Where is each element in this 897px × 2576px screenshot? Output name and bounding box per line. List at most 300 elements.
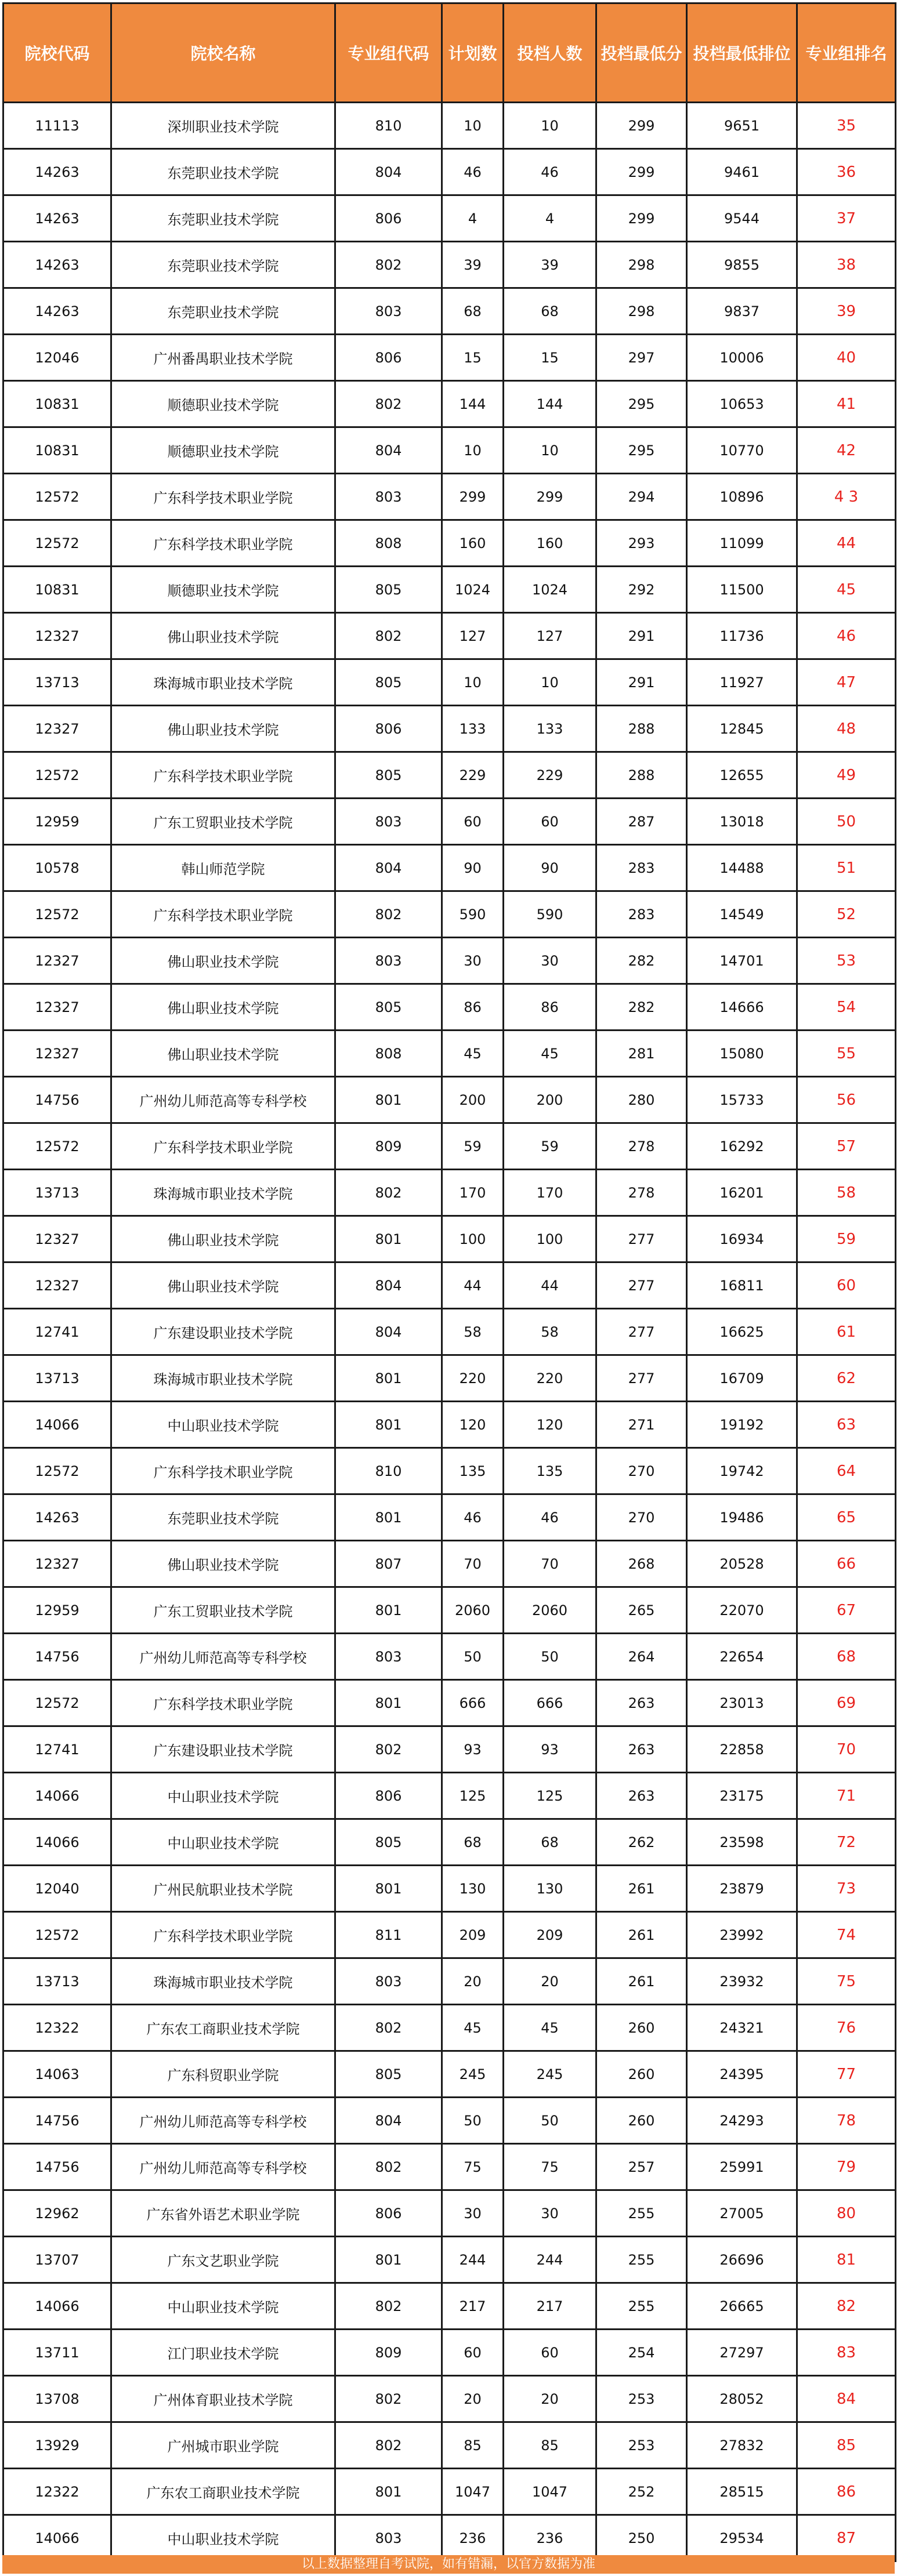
cell-school-name: 广州幼儿师范高等专科学校 <box>111 2144 335 2190</box>
cell-min-rank: 26665 <box>687 2283 797 2330</box>
cell-min-rank: 15733 <box>687 1077 797 1123</box>
cell-group-ranking: 71 <box>797 1773 896 1819</box>
cell-major-group-code: 806 <box>335 706 442 752</box>
cell-min-score: 277 <box>596 1355 687 1402</box>
admission-score-table <box>2 2 896 2562</box>
cell-plan-count: 45 <box>442 1031 504 1077</box>
cell-school-name: 中山职业技术学院 <box>111 2283 335 2330</box>
table-row <box>3 1448 896 1494</box>
cell-admitted-count: 245 <box>504 2051 596 2098</box>
header-school-code: 院校代码 <box>3 3 111 103</box>
table-row <box>3 2098 896 2144</box>
cell-min-rank: 12655 <box>687 752 797 799</box>
cell-admitted-count: 10 <box>504 103 596 149</box>
cell-min-score: 280 <box>596 1077 687 1123</box>
cell-major-group-code: 802 <box>335 2283 442 2330</box>
cell-group-ranking: 61 <box>797 1309 896 1355</box>
cell-group-ranking: 81 <box>797 2237 896 2283</box>
cell-school-code: 10831 <box>3 427 111 474</box>
cell-major-group-code: 801 <box>335 1680 442 1726</box>
cell-min-rank: 9855 <box>687 242 797 288</box>
cell-group-ranking: 67 <box>797 1587 896 1634</box>
cell-group-ranking: 36 <box>797 149 896 195</box>
cell-school-code: 12322 <box>3 2005 111 2051</box>
cell-plan-count: 75 <box>442 2144 504 2190</box>
cell-school-code: 14263 <box>3 149 111 195</box>
cell-min-rank: 23879 <box>687 1866 797 1912</box>
cell-school-code: 12572 <box>3 1123 111 1170</box>
cell-min-rank: 29534 <box>687 2515 797 2562</box>
cell-min-score: 277 <box>596 1262 687 1309</box>
cell-plan-count: 133 <box>442 706 504 752</box>
cell-min-rank: 14549 <box>687 891 797 938</box>
cell-min-score: 260 <box>596 2098 687 2144</box>
cell-school-name: 佛山职业技术学院 <box>111 1031 335 1077</box>
cell-school-code: 12327 <box>3 938 111 984</box>
cell-group-ranking: 86 <box>797 2469 896 2515</box>
header-major-group-code: 专业组代码 <box>335 3 442 103</box>
cell-school-code: 12322 <box>3 2469 111 2515</box>
cell-min-rank: 9461 <box>687 149 797 195</box>
cell-group-ranking: 45 <box>797 567 896 613</box>
cell-school-name: 广东科贸职业学院 <box>111 2051 335 2098</box>
cell-group-ranking: 42 <box>797 427 896 474</box>
cell-school-name: 广东农工商职业技术学院 <box>111 2469 335 2515</box>
cell-group-ranking: 60 <box>797 1262 896 1309</box>
cell-group-ranking: 74 <box>797 1912 896 1958</box>
cell-admitted-count: 229 <box>504 752 596 799</box>
cell-major-group-code: 806 <box>335 1773 442 1819</box>
cell-min-score: 260 <box>596 2005 687 2051</box>
cell-plan-count: 236 <box>442 2515 504 2562</box>
cell-school-name: 广州体育职业技术学院 <box>111 2376 335 2422</box>
cell-min-rank: 22858 <box>687 1726 797 1773</box>
cell-min-score: 293 <box>596 520 687 567</box>
cell-min-rank: 16625 <box>687 1309 797 1355</box>
cell-min-score: 291 <box>596 613 687 659</box>
cell-major-group-code: 803 <box>335 288 442 335</box>
cell-plan-count: 45 <box>442 2005 504 2051</box>
cell-min-rank: 23932 <box>687 1958 797 2005</box>
cell-school-code: 12327 <box>3 706 111 752</box>
cell-group-ranking: 55 <box>797 1031 896 1077</box>
cell-min-score: 295 <box>596 381 687 427</box>
table-row <box>3 1819 896 1866</box>
cell-min-rank: 16709 <box>687 1355 797 1402</box>
cell-min-score: 288 <box>596 706 687 752</box>
table-row <box>3 1216 896 1262</box>
cell-school-name: 广州幼儿师范高等专科学校 <box>111 1077 335 1123</box>
cell-admitted-count: 160 <box>504 520 596 567</box>
cell-school-name: 佛山职业技术学院 <box>111 613 335 659</box>
table-row <box>3 1494 896 1541</box>
cell-group-ranking: 82 <box>797 2283 896 2330</box>
cell-min-rank: 9651 <box>687 103 797 149</box>
cell-school-code: 12741 <box>3 1309 111 1355</box>
cell-school-code: 12572 <box>3 1912 111 1958</box>
cell-school-name: 广东文艺职业学院 <box>111 2237 335 2283</box>
cell-min-rank: 10896 <box>687 474 797 520</box>
cell-major-group-code: 807 <box>335 1541 442 1587</box>
cell-admitted-count: 135 <box>504 1448 596 1494</box>
cell-admitted-count: 50 <box>504 1634 596 1680</box>
cell-group-ranking: 72 <box>797 1819 896 1866</box>
cell-school-name: 广东科学技术职业学院 <box>111 520 335 567</box>
cell-major-group-code: 802 <box>335 2144 442 2190</box>
cell-school-code: 13711 <box>3 2330 111 2376</box>
cell-school-name: 佛山职业技术学院 <box>111 1262 335 1309</box>
cell-plan-count: 10 <box>442 427 504 474</box>
cell-school-code: 14066 <box>3 1773 111 1819</box>
cell-major-group-code: 804 <box>335 149 442 195</box>
cell-min-score: 264 <box>596 1634 687 1680</box>
cell-group-ranking: 77 <box>797 2051 896 2098</box>
table-row <box>3 1912 896 1958</box>
table-row <box>3 474 896 520</box>
table-row <box>3 103 896 149</box>
cell-plan-count: 68 <box>442 288 504 335</box>
cell-school-name: 东莞职业技术学院 <box>111 242 335 288</box>
cell-min-score: 278 <box>596 1123 687 1170</box>
table-row <box>3 2051 896 2098</box>
cell-school-code: 13707 <box>3 2237 111 2283</box>
cell-min-score: 255 <box>596 2283 687 2330</box>
cell-plan-count: 59 <box>442 1123 504 1170</box>
cell-major-group-code: 805 <box>335 984 442 1031</box>
cell-min-score: 288 <box>596 752 687 799</box>
table-row <box>3 752 896 799</box>
cell-plan-count: 50 <box>442 1634 504 1680</box>
cell-school-code: 13713 <box>3 1958 111 2005</box>
table-row <box>3 1262 896 1309</box>
cell-school-name: 东莞职业技术学院 <box>111 149 335 195</box>
cell-min-score: 291 <box>596 659 687 706</box>
header-min-score: 投档最低分 <box>596 3 687 103</box>
cell-admitted-count: 236 <box>504 2515 596 2562</box>
cell-min-score: 278 <box>596 1170 687 1216</box>
cell-group-ranking: 50 <box>797 799 896 845</box>
cell-plan-count: 70 <box>442 1541 504 1587</box>
cell-plan-count: 60 <box>442 2330 504 2376</box>
cell-min-rank: 19742 <box>687 1448 797 1494</box>
cell-school-code: 13929 <box>3 2422 111 2469</box>
cell-group-ranking: 59 <box>797 1216 896 1262</box>
cell-major-group-code: 805 <box>335 1819 442 1866</box>
table-row <box>3 381 896 427</box>
cell-school-name: 广东科学技术职业学院 <box>111 1448 335 1494</box>
cell-major-group-code: 802 <box>335 891 442 938</box>
cell-school-code: 12741 <box>3 1726 111 1773</box>
cell-admitted-count: 130 <box>504 1866 596 1912</box>
cell-plan-count: 590 <box>442 891 504 938</box>
cell-admitted-count: 200 <box>504 1077 596 1123</box>
table-header-row <box>3 3 896 103</box>
cell-admitted-count: 217 <box>504 2283 596 2330</box>
cell-min-score: 268 <box>596 1541 687 1587</box>
table-row <box>3 891 896 938</box>
cell-major-group-code: 809 <box>335 1123 442 1170</box>
cell-major-group-code: 804 <box>335 1262 442 1309</box>
cell-school-code: 14263 <box>3 288 111 335</box>
cell-school-name: 广东工贸职业技术学院 <box>111 1587 335 1634</box>
cell-group-ranking: 62 <box>797 1355 896 1402</box>
cell-plan-count: 90 <box>442 845 504 891</box>
table-row <box>3 1958 896 2005</box>
cell-school-code: 14063 <box>3 2051 111 2098</box>
cell-school-code: 12572 <box>3 1448 111 1494</box>
cell-school-code: 12959 <box>3 799 111 845</box>
cell-admitted-count: 86 <box>504 984 596 1031</box>
cell-group-ranking: 58 <box>797 1170 896 1216</box>
table-row <box>3 2237 896 2283</box>
cell-major-group-code: 808 <box>335 1031 442 1077</box>
cell-school-code: 13713 <box>3 1170 111 1216</box>
cell-admitted-count: 44 <box>504 1262 596 1309</box>
cell-school-name: 广东科学技术职业学院 <box>111 1680 335 1726</box>
cell-plan-count: 4 <box>442 195 504 242</box>
cell-school-code: 12327 <box>3 984 111 1031</box>
cell-school-code: 14066 <box>3 2283 111 2330</box>
cell-group-ranking: 83 <box>797 2330 896 2376</box>
cell-admitted-count: 1024 <box>504 567 596 613</box>
cell-plan-count: 10 <box>442 103 504 149</box>
cell-school-code: 11113 <box>3 103 111 149</box>
cell-plan-count: 229 <box>442 752 504 799</box>
cell-admitted-count: 299 <box>504 474 596 520</box>
cell-school-name: 珠海城市职业技术学院 <box>111 1958 335 2005</box>
cell-admitted-count: 209 <box>504 1912 596 1958</box>
cell-plan-count: 135 <box>442 1448 504 1494</box>
cell-min-score: 263 <box>596 1680 687 1726</box>
cell-group-ranking: 51 <box>797 845 896 891</box>
cell-group-ranking: 39 <box>797 288 896 335</box>
cell-min-score: 287 <box>596 799 687 845</box>
table-row <box>3 2376 896 2422</box>
cell-major-group-code: 802 <box>335 1170 442 1216</box>
cell-school-name: 中山职业技术学院 <box>111 2515 335 2562</box>
cell-school-name: 广州幼儿师范高等专科学校 <box>111 1634 335 1680</box>
cell-min-score: 257 <box>596 2144 687 2190</box>
cell-admitted-count: 4 <box>504 195 596 242</box>
cell-group-ranking: 76 <box>797 2005 896 2051</box>
cell-admitted-count: 20 <box>504 1958 596 2005</box>
cell-group-ranking: 78 <box>797 2098 896 2144</box>
cell-min-score: 253 <box>596 2376 687 2422</box>
cell-min-score: 270 <box>596 1448 687 1494</box>
cell-admitted-count: 45 <box>504 2005 596 2051</box>
cell-group-ranking: 4 3 <box>797 474 896 520</box>
cell-school-code: 12046 <box>3 335 111 381</box>
cell-major-group-code: 804 <box>335 2098 442 2144</box>
cell-min-rank: 24395 <box>687 2051 797 2098</box>
cell-major-group-code: 804 <box>335 1309 442 1355</box>
cell-min-rank: 19486 <box>687 1494 797 1541</box>
cell-plan-count: 10 <box>442 659 504 706</box>
cell-min-rank: 11927 <box>687 659 797 706</box>
cell-school-name: 东莞职业技术学院 <box>111 1494 335 1541</box>
cell-school-name: 佛山职业技术学院 <box>111 938 335 984</box>
cell-plan-count: 244 <box>442 2237 504 2283</box>
cell-plan-count: 120 <box>442 1402 504 1448</box>
cell-school-code: 12959 <box>3 1587 111 1634</box>
cell-group-ranking: 85 <box>797 2422 896 2469</box>
cell-min-score: 270 <box>596 1494 687 1541</box>
table-row <box>3 2469 896 2515</box>
cell-plan-count: 20 <box>442 1958 504 2005</box>
cell-plan-count: 200 <box>442 1077 504 1123</box>
cell-group-ranking: 64 <box>797 1448 896 1494</box>
cell-major-group-code: 803 <box>335 474 442 520</box>
cell-school-code: 14756 <box>3 1077 111 1123</box>
cell-school-name: 佛山职业技术学院 <box>111 1541 335 1587</box>
cell-admitted-count: 590 <box>504 891 596 938</box>
cell-school-code: 14066 <box>3 2515 111 2562</box>
cell-min-score: 250 <box>596 2515 687 2562</box>
cell-school-name: 广东科学技术职业学院 <box>111 891 335 938</box>
table-row <box>3 567 896 613</box>
cell-min-rank: 27005 <box>687 2190 797 2237</box>
cell-min-score: 297 <box>596 335 687 381</box>
cell-school-code: 14756 <box>3 1634 111 1680</box>
cell-group-ranking: 69 <box>797 1680 896 1726</box>
cell-major-group-code: 802 <box>335 381 442 427</box>
table-row <box>3 659 896 706</box>
table-row <box>3 2330 896 2376</box>
cell-school-name: 韩山师范学院 <box>111 845 335 891</box>
cell-min-rank: 16292 <box>687 1123 797 1170</box>
cell-admitted-count: 120 <box>504 1402 596 1448</box>
cell-admitted-count: 1047 <box>504 2469 596 2515</box>
cell-min-score: 283 <box>596 891 687 938</box>
cell-admitted-count: 127 <box>504 613 596 659</box>
cell-admitted-count: 10 <box>504 659 596 706</box>
table-row <box>3 938 896 984</box>
table-row <box>3 1773 896 1819</box>
cell-major-group-code: 805 <box>335 659 442 706</box>
cell-major-group-code: 801 <box>335 1866 442 1912</box>
cell-plan-count: 299 <box>442 474 504 520</box>
cell-min-rank: 28515 <box>687 2469 797 2515</box>
cell-min-rank: 25991 <box>687 2144 797 2190</box>
cell-admitted-count: 93 <box>504 1726 596 1773</box>
cell-admitted-count: 30 <box>504 938 596 984</box>
cell-group-ranking: 87 <box>797 2515 896 2562</box>
cell-school-code: 12572 <box>3 520 111 567</box>
cell-major-group-code: 808 <box>335 520 442 567</box>
cell-major-group-code: 804 <box>335 845 442 891</box>
cell-admitted-count: 58 <box>504 1309 596 1355</box>
cell-plan-count: 58 <box>442 1309 504 1355</box>
table-row <box>3 2005 896 2051</box>
cell-school-name: 佛山职业技术学院 <box>111 706 335 752</box>
cell-major-group-code: 803 <box>335 938 442 984</box>
cell-min-score: 252 <box>596 2469 687 2515</box>
cell-school-name: 广东科学技术职业学院 <box>111 1123 335 1170</box>
cell-plan-count: 125 <box>442 1773 504 1819</box>
cell-school-name: 东莞职业技术学院 <box>111 288 335 335</box>
cell-school-code: 12327 <box>3 1262 111 1309</box>
cell-group-ranking: 57 <box>797 1123 896 1170</box>
cell-min-rank: 20528 <box>687 1541 797 1587</box>
cell-school-name: 江门职业技术学院 <box>111 2330 335 2376</box>
cell-school-code: 13713 <box>3 1355 111 1402</box>
cell-plan-count: 20 <box>442 2376 504 2422</box>
cell-plan-count: 144 <box>442 381 504 427</box>
cell-min-rank: 16934 <box>687 1216 797 1262</box>
cell-school-name: 顺德职业技术学院 <box>111 381 335 427</box>
cell-group-ranking: 84 <box>797 2376 896 2422</box>
cell-admitted-count: 133 <box>504 706 596 752</box>
table-row <box>3 195 896 242</box>
cell-plan-count: 15 <box>442 335 504 381</box>
cell-plan-count: 245 <box>442 2051 504 2098</box>
cell-admitted-count: 220 <box>504 1355 596 1402</box>
cell-admitted-count: 39 <box>504 242 596 288</box>
cell-major-group-code: 810 <box>335 103 442 149</box>
table-row <box>3 1866 896 1912</box>
cell-min-score: 261 <box>596 1958 687 2005</box>
cell-major-group-code: 801 <box>335 1355 442 1402</box>
cell-major-group-code: 803 <box>335 799 442 845</box>
table-row <box>3 288 896 335</box>
cell-school-code: 10578 <box>3 845 111 891</box>
cell-group-ranking: 53 <box>797 938 896 984</box>
cell-min-rank: 19192 <box>687 1402 797 1448</box>
cell-admitted-count: 90 <box>504 845 596 891</box>
cell-plan-count: 50 <box>442 2098 504 2144</box>
cell-min-rank: 12845 <box>687 706 797 752</box>
cell-plan-count: 30 <box>442 2190 504 2237</box>
cell-plan-count: 127 <box>442 613 504 659</box>
cell-admitted-count: 68 <box>504 1819 596 1866</box>
cell-group-ranking: 46 <box>797 613 896 659</box>
cell-school-code: 12572 <box>3 891 111 938</box>
cell-plan-count: 68 <box>442 1819 504 1866</box>
table-row <box>3 1077 896 1123</box>
table-row <box>3 427 896 474</box>
cell-plan-count: 160 <box>442 520 504 567</box>
cell-school-code: 12327 <box>3 1031 111 1077</box>
cell-school-code: 14263 <box>3 1494 111 1541</box>
cell-school-name: 珠海城市职业技术学院 <box>111 1355 335 1402</box>
cell-min-rank: 10006 <box>687 335 797 381</box>
cell-min-score: 255 <box>596 2190 687 2237</box>
cell-min-rank: 9544 <box>687 195 797 242</box>
cell-min-rank: 14488 <box>687 845 797 891</box>
cell-min-score: 254 <box>596 2330 687 2376</box>
cell-school-name: 广州城市职业学院 <box>111 2422 335 2469</box>
cell-major-group-code: 805 <box>335 752 442 799</box>
cell-plan-count: 170 <box>442 1170 504 1216</box>
cell-school-code: 12040 <box>3 1866 111 1912</box>
cell-school-name: 广东科学技术职业学院 <box>111 1912 335 1958</box>
cell-major-group-code: 804 <box>335 427 442 474</box>
table-row <box>3 1355 896 1402</box>
cell-min-rank: 26696 <box>687 2237 797 2283</box>
table-row <box>3 1170 896 1216</box>
table-row <box>3 520 896 567</box>
cell-school-name: 顺德职业技术学院 <box>111 567 335 613</box>
table-row <box>3 613 896 659</box>
cell-min-rank: 9837 <box>687 288 797 335</box>
cell-group-ranking: 44 <box>797 520 896 567</box>
cell-plan-count: 44 <box>442 1262 504 1309</box>
cell-admitted-count: 100 <box>504 1216 596 1262</box>
table-row <box>3 706 896 752</box>
cell-min-score: 298 <box>596 288 687 335</box>
table-body <box>3 103 896 2562</box>
cell-school-name: 广东建设职业技术学院 <box>111 1726 335 1773</box>
